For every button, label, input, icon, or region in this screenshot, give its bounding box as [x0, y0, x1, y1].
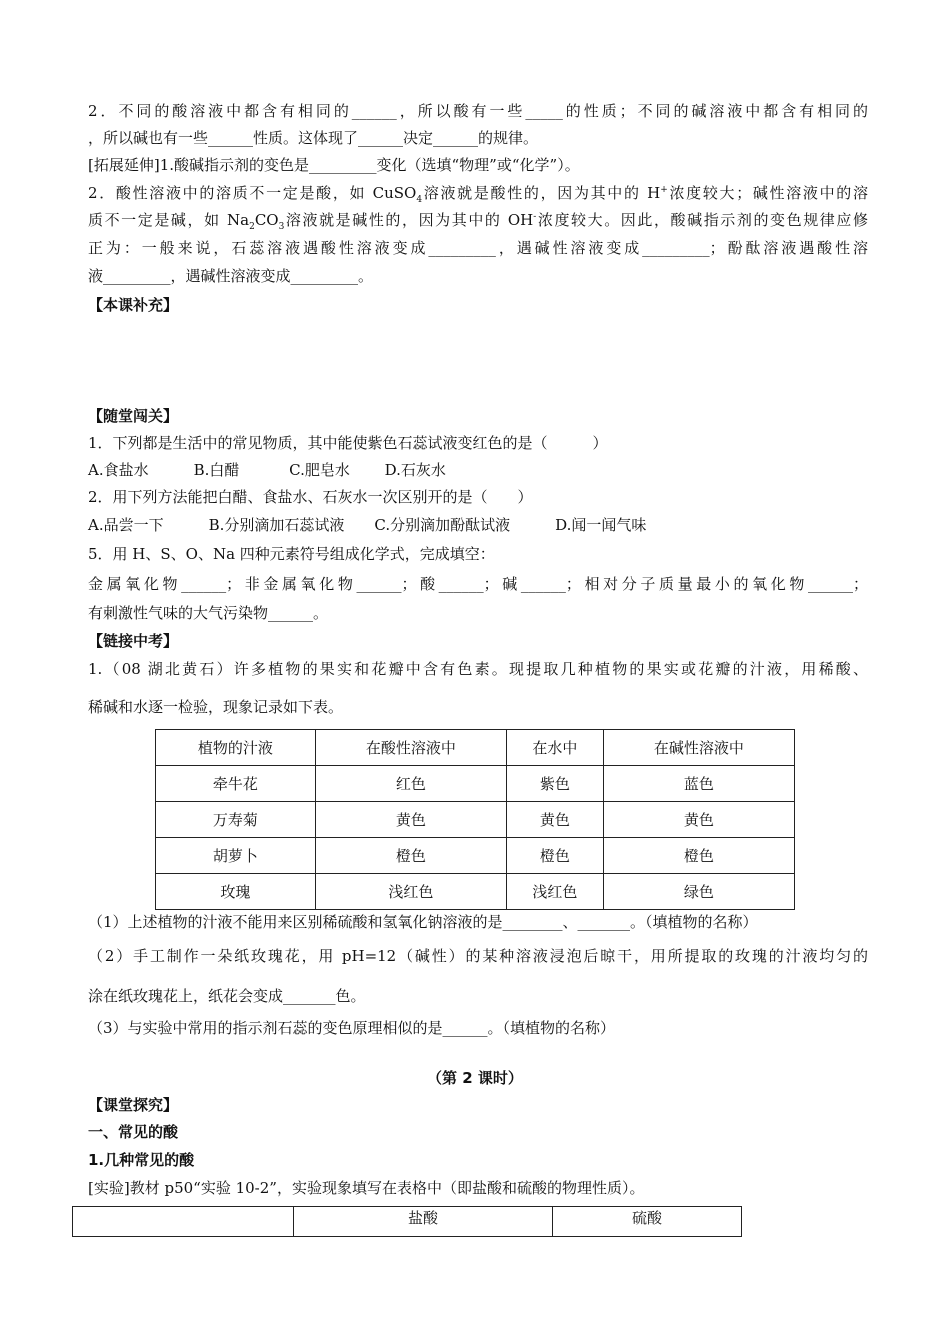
quiz-q5-line2: 有刺激性气味的大气污染物______。 [88, 604, 329, 622]
extension-q2-line2: 质不一定是碱，如 $Na_2CO_3$溶液就是碱性的，因为其中的 OH-浓度较大。因此，酸碱指示剂的变色规律应修 [88, 211, 868, 232]
subsection-several-acids: 1.几种常见的酸 [88, 1151, 195, 1169]
table-row [156, 874, 795, 910]
lesson2-heading: 【课堂探究】 [88, 1096, 179, 1114]
experiment-instruction: [实验]教材 p50“实验 10-2”，实验现象填写在表格中（即盐酸和硫酸的物理性质）。 [88, 1179, 645, 1197]
exam-sub2-line1: （2）手工制作一朵纸玫瑰花，用 pH=12（碱性）的某种溶液浸泡后晾干，用所提取的玫瑰的汁液均匀的 [88, 947, 868, 965]
table-header-cell: 植物的汁液 [156, 730, 316, 766]
table-header-cell: 在酸性溶液中 [315, 730, 506, 766]
exam-sub2-line2: 涂在纸玫瑰花上，纸花会变成_______色。 [88, 987, 366, 1005]
table-cell: 胡萝卜 [156, 838, 316, 874]
table-header-cell: 硫酸 [553, 1207, 742, 1237]
table-cell: 紫色 [507, 766, 604, 802]
exam-q1-line1: 1.（08 湖北黄石）许多植物的果实和花瓣中含有色素。现提取几种植物的果实或花瓣的汁液，用稀酸、 [88, 660, 868, 678]
table-cell: 橙色 [507, 838, 604, 874]
table-cell: 牵牛花 [156, 766, 316, 802]
quiz-q2-options: A.品尝一下 B.分别滴加石蕊试液 C.分别滴加酚酞试液 D.闻一闻气味 [88, 516, 647, 534]
table-cell: 浅红色 [507, 874, 604, 910]
table-cell: 橙色 [315, 838, 506, 874]
table-cell: 橙色 [603, 838, 794, 874]
table-cell: 蓝色 [603, 766, 794, 802]
table-row [156, 766, 795, 802]
supplement-heading: 【本课补充】 [88, 296, 179, 314]
table-cell: 玫瑰 [156, 874, 316, 910]
plant-juice-table [155, 729, 795, 910]
exam-q1-line2: 稀碱和水逐一检验，现象记录如下表。 [88, 698, 344, 716]
table-cell: 黄色 [507, 802, 604, 838]
table-cell: 黄色 [603, 802, 794, 838]
table-header-row [156, 730, 795, 766]
extension-q2-line4: 液_________，遇碱性溶液变成_________。 [88, 267, 374, 285]
table-header-cell: 盐酸 [294, 1207, 553, 1237]
table-row [156, 802, 795, 838]
table-header-cell: 在水中 [507, 730, 604, 766]
table-header-row [73, 1207, 742, 1237]
extension-q2-line1: 2．酸性溶液中的溶质不一定是酸，如 CuSO$_4$溶液就是酸性的，因为其中的 H+浓度较大；碱性溶液中的溶 [88, 184, 868, 205]
table-cell: 红色 [315, 766, 506, 802]
quiz-q1-options: A.食盐水 B.白醋 C.肥皂水 D.石灰水 [88, 461, 446, 479]
quiz-q5: 5．用 H、S、O、Na 四种元素符号组成化学式，完成填空： [88, 545, 495, 563]
quiz-heading: 【随堂闯关】 [88, 407, 179, 425]
acid-properties-table [72, 1206, 742, 1237]
extension-q2-line3: 正为：一般来说，石蕊溶液遇酸性溶液变成_________，遇碱性溶液变成_________；酚酞溶液遇酸性溶 [88, 239, 868, 257]
section-common-acids: 一、常见的酸 [88, 1123, 179, 1141]
exam-sub3: （3）与实验中常用的指示剂石蕊的变色原理相似的是______。（填植物的名称） [88, 1019, 616, 1037]
quiz-q2: 2．用下列方法能把白醋、食盐水、石灰水一次区别开的是（ ） [88, 488, 533, 506]
table-cell: 黄色 [315, 802, 506, 838]
extension-q1: [拓展延伸]1.酸碱指示剂的变色是_________变化（选填“物理”或“化学”）。 [88, 156, 580, 174]
table-row [156, 838, 795, 874]
quiz-q5-line1: 金属氧化物______；非金属氧化物______；酸______；碱______；相对分子质量最小的氧化物______； [88, 575, 868, 593]
table-cell: 浅红色 [315, 874, 506, 910]
quiz-q1: 1．下列都是生活中的常见物质，其中能使紫色石蕊试液变红色的是（ ） [88, 434, 608, 452]
exam-sub1: （1）上述植物的汁液不能用来区别稀硫酸和氢氧化钠溶液的是________、_______。（填植物的名称） [88, 913, 758, 931]
lesson2-title: （第 2 课时） [427, 1069, 523, 1087]
lesson1-q2-line1: 2．不同的酸溶液中都含有相同的______，所以酸有一些_____的性质；不同的碱溶液中都含有相同的 [88, 102, 868, 120]
lesson1-q2-line2: ，所以碱也有一些______性质。这体现了______决定______的规律。 [88, 129, 539, 147]
table-cell: 万寿菊 [156, 802, 316, 838]
exam-heading: 【链接中考】 [88, 632, 179, 650]
table-header-cell: 在碱性溶液中 [603, 730, 794, 766]
table-cell: 绿色 [603, 874, 794, 910]
table-header-cell [73, 1207, 294, 1237]
